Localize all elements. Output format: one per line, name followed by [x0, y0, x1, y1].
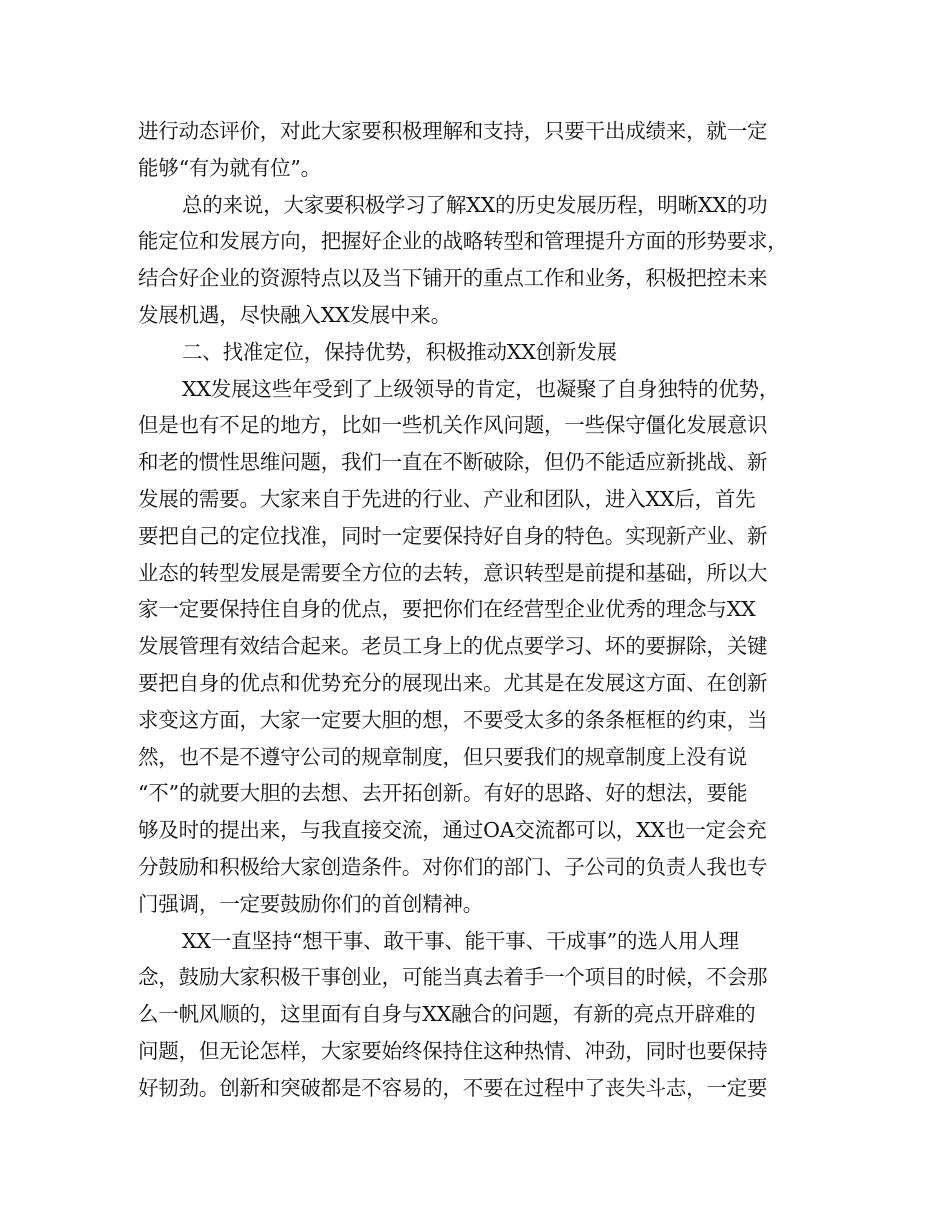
text-line: 结合好企业的资源特点以及当下铺开的重点工作和业务，积极把控未来	[138, 266, 768, 291]
text-line: 家一定要保持住自身的优点，要把你们在经营型企业优秀的理念与XX	[138, 597, 756, 622]
text-line: XX一直坚持“想干事、敢干事、能干事、干成事”的选人用人理	[182, 928, 739, 953]
text-line: 能够“有为就有位”。	[138, 155, 321, 180]
text-line: 业态的转型发展是需要全方位的去转，意识转型是前提和基础，所以大	[138, 560, 768, 585]
text-line: 分鼓励和积极给大家创造条件。对你们的部门、子公司的负责人我也专	[138, 854, 768, 879]
document-body	[138, 113, 828, 1107]
text-line: 发展管理有效结合起来。老员工身上的优点要学习、坏的要摒除，关键	[138, 634, 768, 659]
text-line: 但是也有不足的地方，比如一些机关作风问题，一些保守僵化发展意识	[138, 413, 768, 438]
text-line: 要把自身的优点和优势充分的展现出来。尤其是在发展这方面、在创新	[138, 670, 768, 695]
text-line: 念，鼓励大家积极干事创业，可能当真去着手一个项目的时候，不会那	[138, 965, 768, 990]
text-line: 发展的需要。大家来自于先进的行业、产业和团队，进入XX后，首先	[138, 486, 756, 511]
text-line: 然，也不是不遵守公司的规章制度，但只要我们的规章制度上没有说	[138, 744, 747, 769]
text-line: 进行动态评价，对此大家要积极理解和支持，只要干出成绩来，就一定	[138, 119, 768, 143]
text-line: 总的来说，大家要积极学习了解XX的历史发展历程，明晰XX的功	[182, 192, 768, 217]
text-line: 够及时的提出来，与我直接交流，通过OA交流都可以，XX也一定会充	[138, 818, 767, 843]
text-line: XX发展这些年受到了上级领导的肯定，也凝聚了自身独特的优势，	[182, 376, 780, 401]
text-line: 发展机遇，尽快融入XX发展中来。	[138, 302, 451, 327]
text-line: 能定位和发展方向，把握好企业的战略转型和管理提升方面的形势要求，	[138, 229, 788, 254]
text-line: 么一帆风顺的，这里面有自身与XX融合的问题，有新的亮点开辟难的	[138, 1002, 756, 1027]
text-line: “不”的就要大胆的去想、去开拓创新。有好的思路、好的想法，要能	[138, 781, 748, 806]
text-line: 要把自己的定位找准，同时一定要保持好自身的特色。实现新产业、新	[138, 523, 768, 548]
text-line: 问题，但无论怎样，大家要始终保持住这种热情、冲劲，同时也要保持	[138, 1038, 768, 1063]
text-line: 好韧劲。创新和突破都是不容易的，不要在过程中了丧失斗志，一定要	[138, 1075, 768, 1100]
text-line: 求变这方面，大家一定要大胆的想，不要受太多的条条框框的约束，当	[138, 707, 768, 732]
text-line: 和老的惯性思维问题，我们一直在不断破除，但仍不能适应新挑战、新	[138, 450, 768, 475]
text-line: 二、找准定位，保持优势，积极推动XX创新发展	[182, 339, 617, 364]
text-line: 门强调，一定要鼓励你们的首创精神。	[138, 891, 484, 916]
